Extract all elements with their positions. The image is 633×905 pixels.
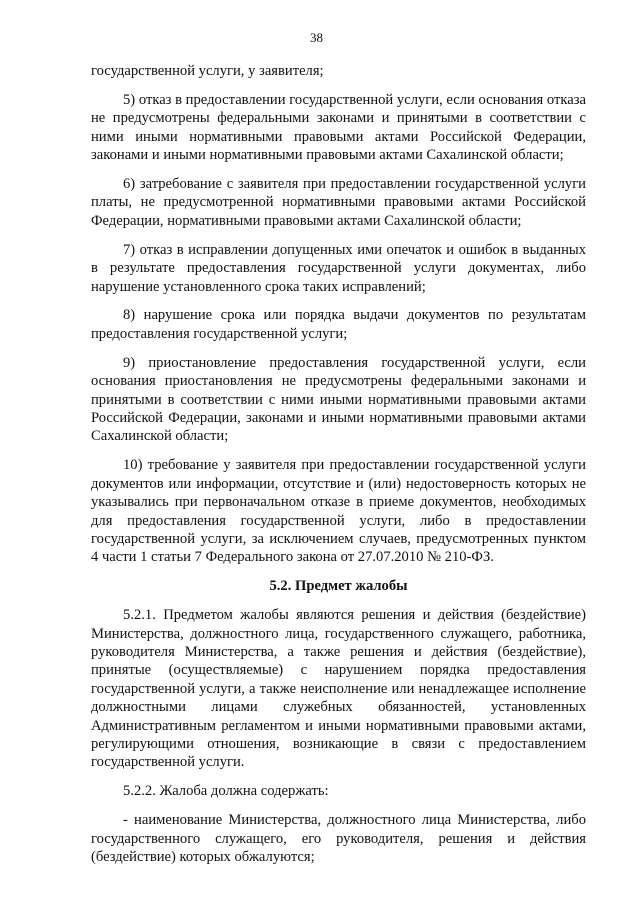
section-heading: 5.2. Предмет жалобы bbox=[269, 578, 408, 595]
paragraph: - наименование Министерства, должностного лица Министерства, либо государственного служащего, его руководителя, решения и действия (бездействие) которых обжалуются; bbox=[91, 812, 586, 866]
paragraph: 8) нарушение срока или порядка выдачи документов по результатам предоставления государственной услуги; bbox=[91, 307, 586, 342]
document-body bbox=[91, 62, 586, 877]
page-number: 38 bbox=[310, 30, 323, 45]
paragraph: 5.2.2. Жалоба должна содержать: bbox=[123, 783, 329, 800]
paragraph: 9) приостановление предоставления государственной услуги, если основания приостановления не предусмотрены федеральными законами и принятыми в соответствии с ними иными нормативными правовыми актами Российской Федерации, законами и иными нормативными правовыми актами Сахалинской области; bbox=[91, 354, 586, 445]
paragraph: 6) затребование с заявителя при предоставлении государственной услуги платы, не предусмотренной нормативными правовыми актами Российской Федерации, нормативными правовыми актами Сахалинской области; bbox=[91, 176, 586, 229]
paragraph: 10) требование у заявителя при предоставлении государственной услуги документов или информации, отсутствие и (или) недостоверность которых не указывались при первоначальном отказе в приеме документов, необходимых для предоставления государственной услуги, либо в предоставлении государственной услуги, за исключением случаев, предусмотренных пунктом 4 части 1 статьи 7 Федерального закона от 27.07.2010 № 210-ФЗ. bbox=[91, 457, 586, 566]
paragraph: 5.2.1. Предметом жалобы являются решения и действия (бездействие) Министерства, должностного лица, государственного служащего, работника, руководителя Министерства, а также решения и действия (бездействие), принятые (осуществляемые) с нарушением порядка предоставления государственной услуги, а также неисполнение или ненадлежащее исполнение должностными лицами служебных обязанностей, установленных Административным регламентом и иными нормативными правовыми актами, регулирующими отношения, возникающие в связи с предоставлением государственной услуги. bbox=[91, 607, 586, 771]
paragraph: 5) отказ в предоставлении государственной услуги, если основания отказа не предусмотрены федеральными законами и принятыми в соответствии с ними иными нормативными правовыми актами Российской Федерации, законами и иными нормативными правовыми актами Сахалинской области; bbox=[91, 91, 586, 164]
paragraph: 7) отказ в исправлении допущенных ими опечаток и ошибок в выданных в результате предоставления государственной услуги документах, либо нарушение установленного срока таких исправлений; bbox=[91, 241, 586, 295]
paragraph: государственной услуги, у заявителя; bbox=[91, 63, 324, 79]
